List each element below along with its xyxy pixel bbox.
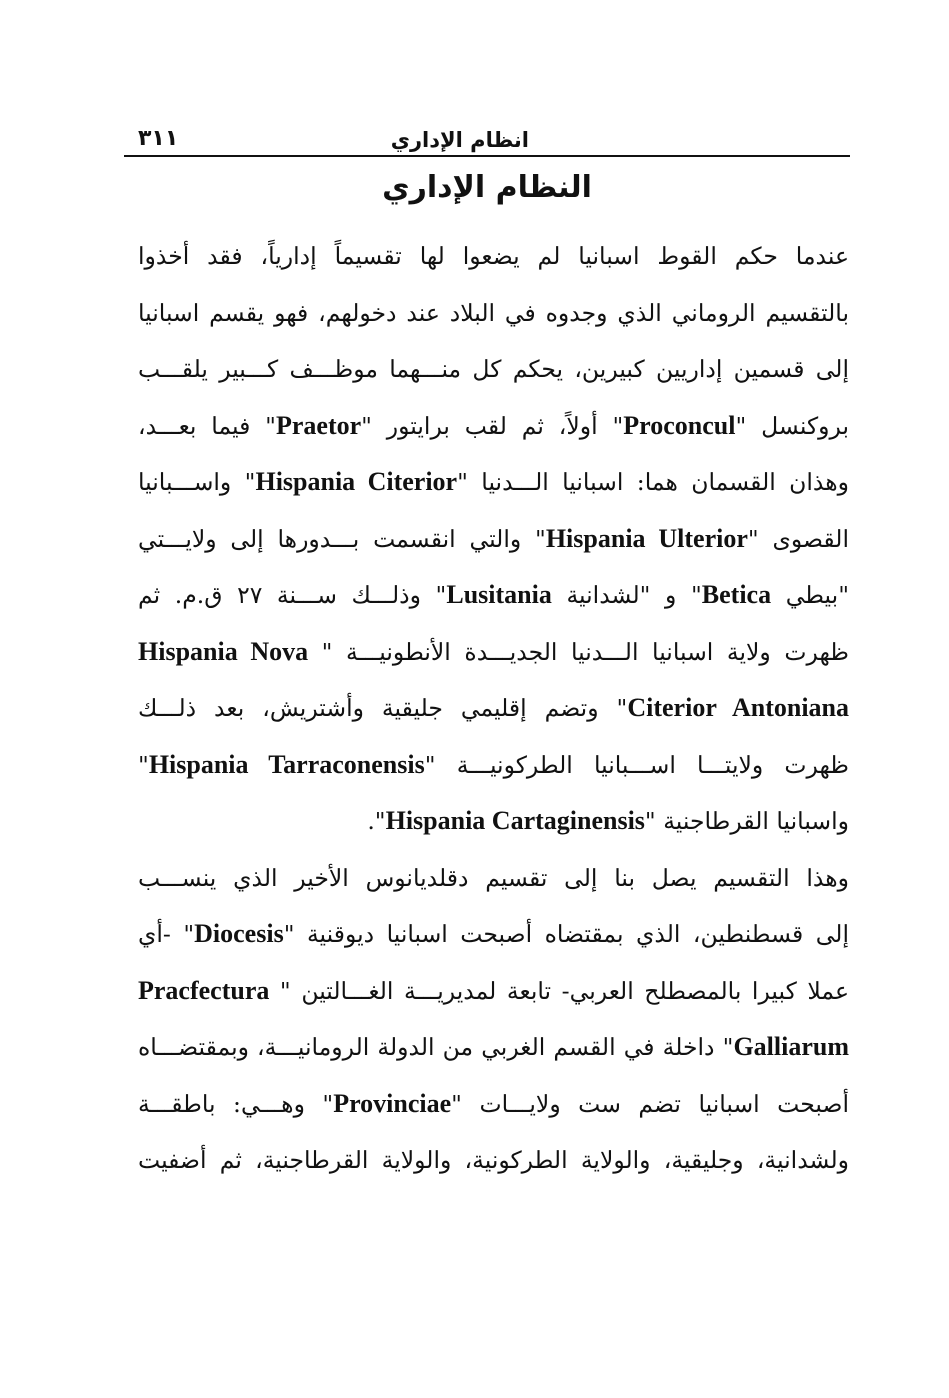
body-text (138, 228, 849, 1189)
text-line (138, 1132, 849, 1189)
arabic-text: ولشدانية، وجليقية، والولاية الطركونية، والولاية القرطاجنية، ثم أضفيت (138, 1146, 849, 1174)
text-line (138, 341, 849, 398)
latin-term: Lusitania (446, 580, 552, 609)
text-line (138, 624, 849, 681)
latin-term: Provinciae (333, 1088, 452, 1118)
arabic-text: " داخلة في القسم الغربي من الدولة الرومانيـــة، وبمقتضـــاه (138, 1033, 734, 1061)
text-line (138, 850, 849, 907)
text-line (138, 680, 849, 737)
chapter-title: النظام الإداري (382, 170, 592, 205)
latin-term: Galliarum (733, 1032, 849, 1061)
header-rule (124, 155, 850, 157)
text-line (138, 1076, 849, 1133)
latin-term: Hispania Ulterior (545, 523, 748, 553)
arabic-text: " واســـبانيا (138, 468, 256, 496)
arabic-text: بالتقسيم الروماني الذي وجدوه في البلاد عند دخولهم، فهو يقسم اسبانيا (138, 298, 849, 327)
latin-term: Proconcul (623, 410, 736, 440)
text-line (138, 285, 849, 342)
latin-term: Hispania Nova (138, 636, 309, 666)
arabic-text: القصوى " (747, 524, 849, 553)
text-line (138, 793, 849, 850)
latin-term: Pracfectura (138, 975, 270, 1005)
arabic-text: بروكنسل " (735, 411, 849, 440)
running-head (138, 126, 849, 156)
arabic-text: أصبحت اسبانيا تضم ست ولايـــات " (451, 1089, 849, 1118)
text-line (138, 1019, 849, 1076)
arabic-text: " و "لشدانية (551, 581, 702, 609)
arabic-text: " (138, 750, 149, 779)
latin-term: Betica (701, 580, 772, 609)
arabic-text: ". (367, 807, 386, 835)
arabic-text: وهذان القسمان هما: اسبانيا الـــدنيا " (457, 468, 849, 496)
text-line (138, 228, 849, 285)
arabic-text: عملا كبيرا بالمصطلح العربي- تابعة لمديريـــة الغـــالتين " (269, 976, 849, 1005)
arabic-text: إلى قسطنطين، الذي بمقتضاه أصبحت اسبانيا ديوقنية " (283, 920, 849, 948)
arabic-text: عندما حكم القوط اسبانيا لم يضعوا لها تقسيماً إدارياً، فقد أخذوا (138, 242, 849, 270)
text-line (138, 963, 849, 1020)
running-title: انظام الإداري (390, 128, 529, 152)
latin-term: Hispania Cartaginensis (385, 806, 645, 835)
text-line (138, 906, 849, 963)
text-line (138, 454, 849, 511)
text-line (138, 511, 849, 568)
arabic-text: " فيما بعـــد، (138, 411, 276, 440)
arabic-text: " وتضم إقليمي جليقية وأشتريش، بعد ذلـــك (138, 694, 628, 722)
arabic-text: واسبانيا القرطاجنية " (644, 807, 849, 835)
page-number: ٣١١ (138, 126, 179, 151)
arabic-text: ظهرت ولاية اسبانيا الـــدنيا الجديـــدة الأنطونيـــة " (308, 637, 849, 666)
arabic-text: " -أي (138, 920, 195, 948)
latin-term: Hispania Citerior (255, 467, 458, 496)
latin-term: Diocesis (194, 919, 284, 948)
arabic-text: " والتي انقسمت بـــدورها إلى ولايـــتي (138, 524, 546, 553)
latin-term: Citerior Antoniana (627, 693, 849, 722)
arabic-text: وهذا التقسيم يصل بنا إلى تقسيم دقلديانوس الأخير الذي ينســـب (138, 863, 849, 892)
arabic-text: ظهرت ولايتـــا اســـبانيا الطركونيـــة " (424, 750, 849, 779)
arabic-text: " أولاً، ثم لقب برايتور " (361, 411, 624, 440)
arabic-text: " وذلـــك ســـنة ٢٧ ق.م. ثم (138, 581, 447, 609)
text-line (138, 398, 849, 455)
text-line (138, 737, 849, 794)
latin-term: Hispania Tarraconensis (148, 749, 425, 779)
latin-term: Praetor (276, 410, 362, 440)
arabic-text: " وهـــي: باطقـــة (138, 1089, 334, 1118)
arabic-text: "بيطي (771, 581, 849, 609)
text-line (138, 567, 849, 624)
arabic-text: إلى قسمين إداريين كبيرين، يحكم كل منـــهما موظـــف كـــبير يلقـــب (138, 355, 849, 383)
